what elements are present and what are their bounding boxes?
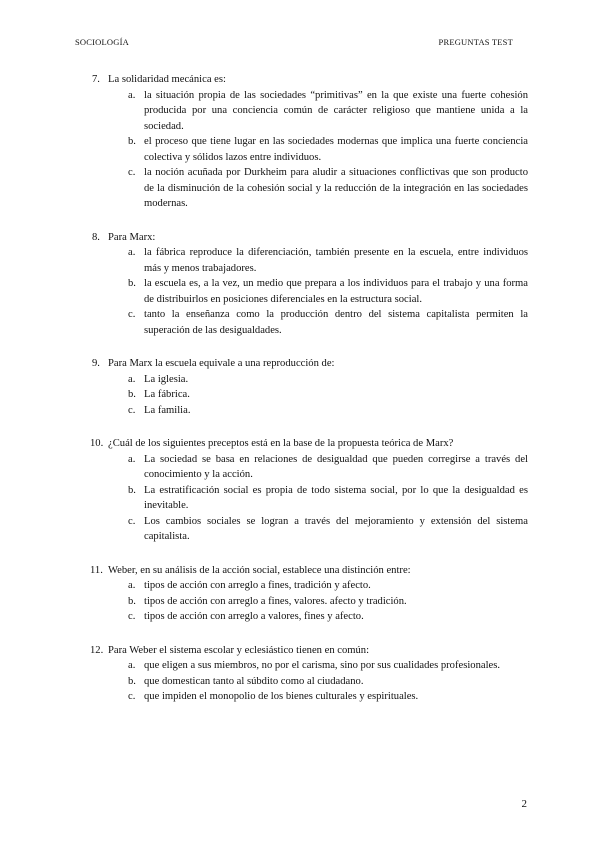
question-12 xyxy=(92,643,528,705)
answer-option xyxy=(92,594,528,610)
option-text: La estratificación social es propia de todo sistema social, por lo que la desigualdad es inevitable. xyxy=(144,484,528,511)
header-subject: SOCIOLOGÍA xyxy=(75,37,129,47)
option-list xyxy=(92,245,528,338)
option-list xyxy=(92,88,528,212)
option-letter: a. xyxy=(128,247,136,258)
question-text: Para Marx la escuela equivale a una reproducción de: xyxy=(108,358,335,369)
option-letter: a. xyxy=(128,580,136,591)
option-letter: c. xyxy=(128,515,136,527)
answer-option xyxy=(92,658,528,674)
option-letter: b. xyxy=(128,278,136,289)
answer-option xyxy=(92,483,528,514)
option-text: La iglesia. xyxy=(144,373,189,385)
option-letter: c. xyxy=(128,404,136,416)
question-10 xyxy=(92,436,528,545)
option-text: La sociedad se basa en relaciones de desigualdad que pueden corregirse a través del conocimiento y la acción. xyxy=(144,453,528,480)
option-text: que eligen a sus miembros, no por el carisma, sino por sus cualidades profesionales. xyxy=(144,660,500,671)
option-text: la escuela es, a la vez, un medio que prepara a los individuos para el trabajo y una forma de distribuirlos en posiciones diferenciales en la estructura social. xyxy=(144,278,528,305)
option-letter: b. xyxy=(128,389,136,400)
question-text: La solidaridad mecánica es: xyxy=(108,74,226,85)
answer-option xyxy=(92,578,528,594)
question-number: 8. xyxy=(92,231,100,243)
option-letter: b. xyxy=(128,595,136,607)
answer-option xyxy=(92,245,528,276)
question-number: 7. xyxy=(92,74,100,85)
answer-option xyxy=(92,674,528,690)
question-stem xyxy=(92,563,528,579)
option-letter: a. xyxy=(128,660,136,671)
question-stem xyxy=(92,356,528,372)
question-number: 12. xyxy=(90,644,104,656)
question-list xyxy=(92,72,528,723)
option-letter: b. xyxy=(128,136,136,147)
question-7 xyxy=(92,72,528,212)
option-text: la situación propia de las sociedades “primitivas” en la que existe una fuerte cohesión producida por una conciencia común de carácter religioso que mantiene unida a la sociedad. xyxy=(144,89,528,132)
option-list xyxy=(92,578,528,625)
question-text: ¿Cuál de los siguientes preceptos está en la base de la propuesta teórica de Marx? xyxy=(108,438,454,449)
question-number: 9. xyxy=(92,358,100,369)
question-stem xyxy=(92,72,528,88)
answer-option xyxy=(92,165,528,212)
option-list xyxy=(92,658,528,705)
answer-option xyxy=(92,134,528,165)
page-number: 2 xyxy=(521,798,527,810)
question-number: 11. xyxy=(90,564,103,576)
answer-option xyxy=(92,403,528,419)
question-8 xyxy=(92,230,528,339)
answer-option xyxy=(92,387,528,403)
question-stem xyxy=(92,230,528,246)
header-doc-type: PREGUNTAS TEST xyxy=(438,37,513,47)
question-text: Para Weber el sistema escolar y eclesiástico tienen en común: xyxy=(108,644,370,656)
option-letter: a. xyxy=(128,453,136,465)
option-text: tipos de acción con arreglo a fines, valores. afecto y tradición. xyxy=(144,595,407,607)
question-stem xyxy=(92,436,528,452)
answer-option xyxy=(92,689,528,705)
option-text: que domestican tanto al súbdito como al ciudadano. xyxy=(144,675,364,687)
question-11 xyxy=(92,563,528,625)
answer-option xyxy=(92,609,528,625)
answer-option xyxy=(92,372,528,388)
option-text: el proceso que tiene lugar en las sociedades modernas que implica una fuerte conciencia colectiva y sólidos lazos entre individuos. xyxy=(144,136,528,163)
option-letter: c. xyxy=(128,611,136,622)
option-letter: c. xyxy=(128,309,136,320)
option-text: tanto la enseñanza como la producción dentro del sistema capitalista permiten la superación de las desigualdades. xyxy=(144,309,528,336)
option-letter: b. xyxy=(128,484,136,496)
answer-option xyxy=(92,88,528,135)
answer-option xyxy=(92,514,528,545)
answer-option xyxy=(92,307,528,338)
answer-option xyxy=(92,276,528,307)
option-text: que impiden el monopolio de los bienes culturales y espirituales. xyxy=(144,691,419,702)
option-list xyxy=(92,372,528,419)
option-list xyxy=(92,452,528,545)
option-text: Los cambios sociales se logran a través del mejoramiento y extensión del sistema capitalista. xyxy=(144,515,528,542)
option-text: La fábrica. xyxy=(144,389,190,400)
option-text: la noción acuñada por Durkheim para aludir a situaciones conflictivas que son producto de la disminución de la cohesión social y la reducción de la integración en las sociedades modernas. xyxy=(144,167,528,209)
answer-option xyxy=(92,452,528,483)
option-text: tipos de acción con arreglo a valores, fines y afecto. xyxy=(144,611,364,622)
question-text: Para Marx: xyxy=(108,231,156,243)
option-letter: a. xyxy=(128,89,136,101)
option-letter: b. xyxy=(128,675,136,687)
option-text: la fábrica reproduce la diferenciación, también presente en la escuela, entre individuos más y menos trabajadores. xyxy=(144,247,528,274)
question-number: 10. xyxy=(90,438,104,449)
option-text: La familia. xyxy=(144,404,191,416)
question-text: Weber, en su análisis de la acción social, establece una distinción entre: xyxy=(108,564,411,576)
question-9 xyxy=(92,356,528,418)
option-letter: c. xyxy=(128,691,136,702)
option-letter: c. xyxy=(128,167,136,178)
question-stem xyxy=(92,643,528,659)
option-letter: a. xyxy=(128,373,136,385)
option-text: tipos de acción con arreglo a fines, tradición y afecto. xyxy=(144,580,371,591)
